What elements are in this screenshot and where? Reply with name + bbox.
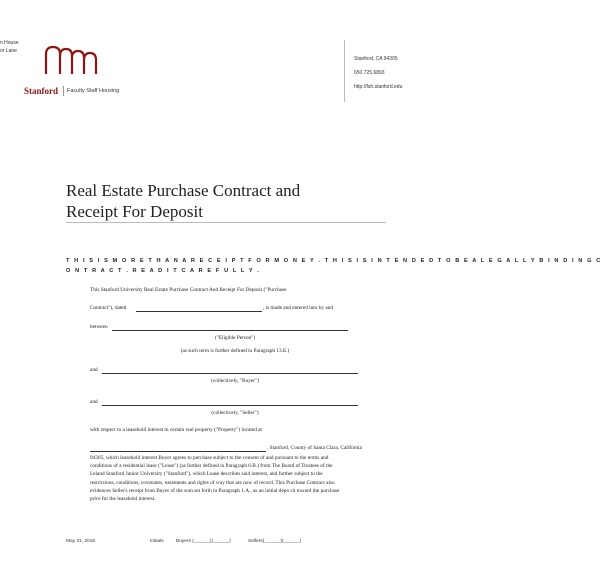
property-address-field[interactable] [90,451,266,452]
entered-into-text: , is made and entered into by and [263,305,334,311]
address-line-2: or Lane [0,48,17,54]
and-label-2: and [90,399,98,405]
address-line-1: n House [0,40,19,46]
eligible-person-caption: ("Eligible Person") [214,335,256,341]
stanford-logo-mark [44,44,102,76]
logo-department: Faculty Staff Housing [67,88,120,94]
dated-label: Contract"), dated [90,305,127,311]
seller-field[interactable] [102,405,358,406]
terms-line-4: restrictions, conditions, covenants, easements and rights of way that are now of record. This Purchase Contract also [90,479,335,486]
title-rule [66,222,386,223]
terms-line-2: conditions of a residential lease ("Lease") (as further defined in Paragraph 6.B.) from The Board of Trustees of the [90,463,333,470]
intro-text: This Stanford University Real Estate Purchase Contract And Receipt For Deposit ("Purchase [90,287,287,293]
footer-date: May 31, 2016 [66,539,96,544]
eligible-person-field[interactable] [112,330,348,331]
logo-divider [63,86,64,96]
between-label: between [90,324,108,330]
letterhead-divider [344,40,345,102]
phone: 650.725.6893 [354,70,385,76]
logo-name: Stanford [24,86,59,96]
seller-caption: (collectively, "Seller") [211,410,259,416]
warning-line-2: O N T R A C T . R E A D I T C A R E F U L L Y . [66,268,261,274]
property-location: , Stanford, County of Santa Clara, California [267,445,362,451]
terms-line-5: evidences Seller's receipt from Buyer of the sum set forth in Paragraph 1.A., as an initial depo sit toward the purchase [90,487,340,494]
terms-line-3: Leland Stanford Junior University ("Stanford"), which Lease describes said interest, and further subject to the [90,471,323,478]
city: Stanford, CA 94305 [354,56,398,62]
website-link[interactable]: http://fsh.stanford.edu [354,84,403,90]
buyer-caption: (collectively, "Buyer") [211,378,259,384]
and-label-1: and [90,367,98,373]
definition-note: (as such term is further defined in Paragraph 13.E.) [180,348,290,354]
footer-initials-label: Initials [150,539,164,544]
seller-initials-field[interactable]: Sellers(______)(______) [248,539,302,544]
buyer-initials-field[interactable]: Buyers (______)(______) [176,539,231,544]
date-field[interactable] [136,311,262,312]
terms-line-6: price for the leasehold interest. [90,496,156,503]
terms-paragraph [90,454,339,503]
property-intro: with respect to a leasehold interest in certain real property ("Property") located at [90,427,262,433]
buyer-field[interactable] [102,373,358,374]
warning-line-1: T H I S I S M O R E T H A N A R E C E I P T F O R M O N E Y . T H I S I S I N T E N D E D T O B E A L E G A L L Y B I N D I N G C [66,258,602,264]
document-title-line-1: Real Estate Purchase Contract and [66,181,301,200]
terms-line-1: 94305, which leasehold interest Buyer agrees to purchase subject to the consent of and pursuant to the terms and [90,455,329,461]
document-title-line-2: Receipt For Deposit [66,202,203,221]
